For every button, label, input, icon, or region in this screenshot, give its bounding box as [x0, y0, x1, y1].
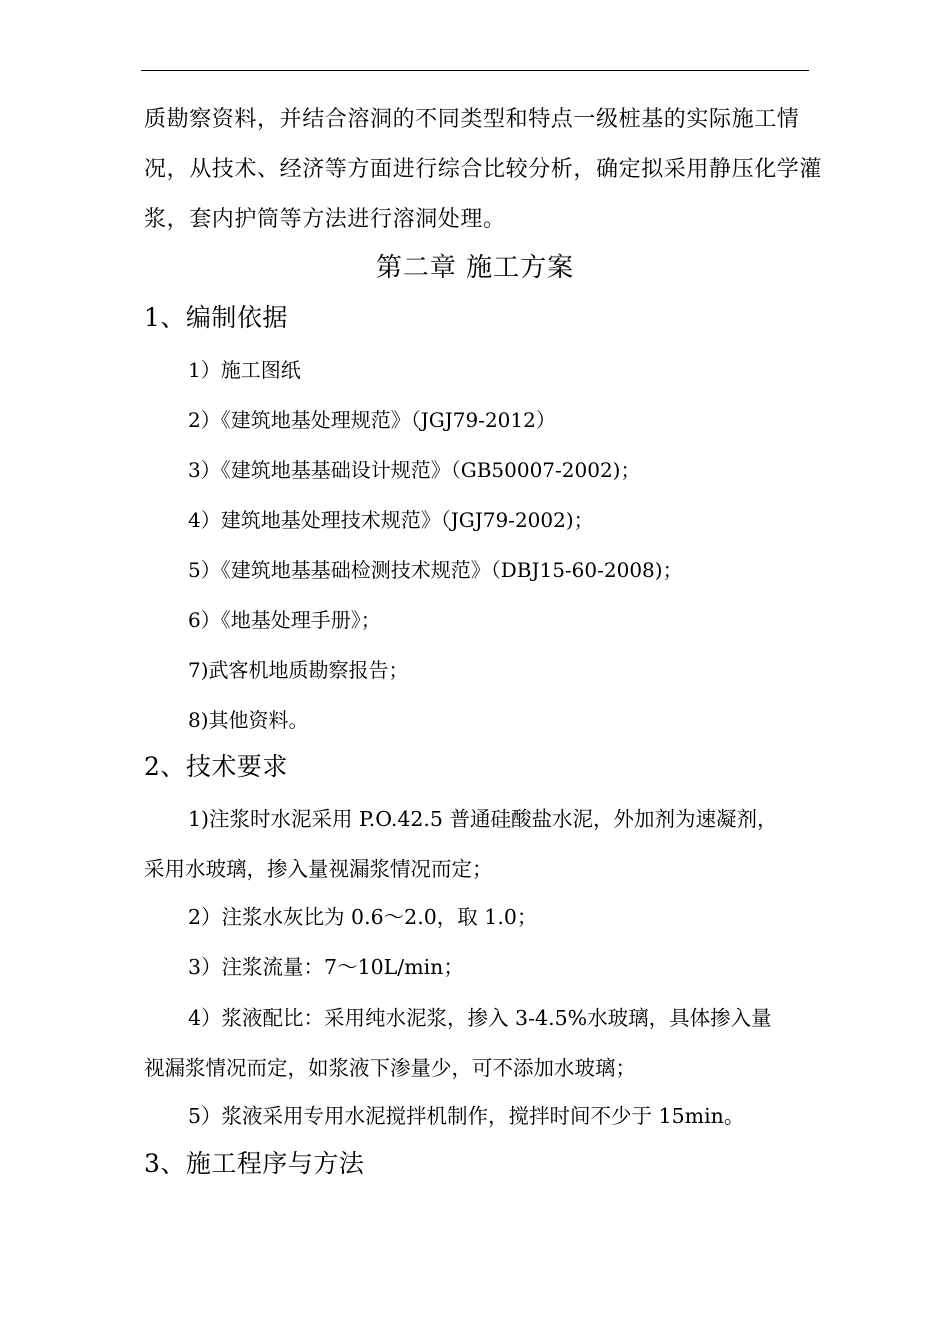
basis-item-6: 6）《地基处理手册》； [188, 608, 381, 632]
requirement-2: 2）注浆水灰比为 0.6～2.0，取 1.0； [188, 905, 538, 929]
requirement-4-line-1: 4）浆液配比：采用纯水泥浆，掺入 3-4.5%水玻璃，具体掺入量 [188, 1006, 772, 1030]
intro-paragraph-line-3: 浆，套内护筒等方法进行溶洞处理。 [144, 207, 506, 232]
section-heading-1: 1、编制依据 [144, 303, 288, 332]
requirement-1-line-2: 采用水玻璃，掺入量视漏浆情况而定； [144, 857, 493, 881]
basis-item-7: 7)武客机地质勘察报告； [188, 658, 409, 682]
section-heading-2: 2、技术要求 [144, 752, 288, 781]
chapter-title: 第二章 施工方案 [375, 253, 575, 283]
basis-item-4: 4）建筑地基处理技术规范》（JGJ79-2002)； [188, 508, 594, 532]
header-rule [141, 70, 809, 71]
basis-item-1: 1）施工图纸 [188, 358, 301, 382]
basis-item-2: 2）《建筑地基处理规范》（JGJ79-2012） [188, 408, 556, 432]
intro-paragraph-line-1: 质勘察资料，并结合溶洞的不同类型和特点一级桩基的实际施工情 [144, 107, 800, 132]
requirement-5: 5）浆液采用专用水泥搅拌机制作，搅拌时间不少于 15min。 [188, 1104, 745, 1128]
intro-paragraph-line-2: 况，从技术、经济等方面进行综合比较分析，确定拟采用静压化学灌 [144, 157, 823, 182]
requirement-3: 3）注浆流量：7～10L/min； [188, 955, 464, 979]
basis-item-5: 5）《建筑地基基础检测技术规范》（DBJ15-60-2008)； [188, 558, 683, 582]
requirement-4-line-2: 视漏浆情况而定，如浆液下渗量少，可不添加水玻璃； [144, 1056, 636, 1080]
requirement-1-line-1: 1)注浆时水泥采用 P.O.42.5 普通硅酸盐水泥，外加剂为速凝剂， [188, 807, 778, 831]
section-heading-3: 3、施工程序与方法 [144, 1149, 365, 1178]
basis-item-3: 3）《建筑地基基础设计规范》（GB50007-2002)； [188, 458, 641, 482]
basis-item-8: 8)其他资料。 [188, 708, 309, 732]
